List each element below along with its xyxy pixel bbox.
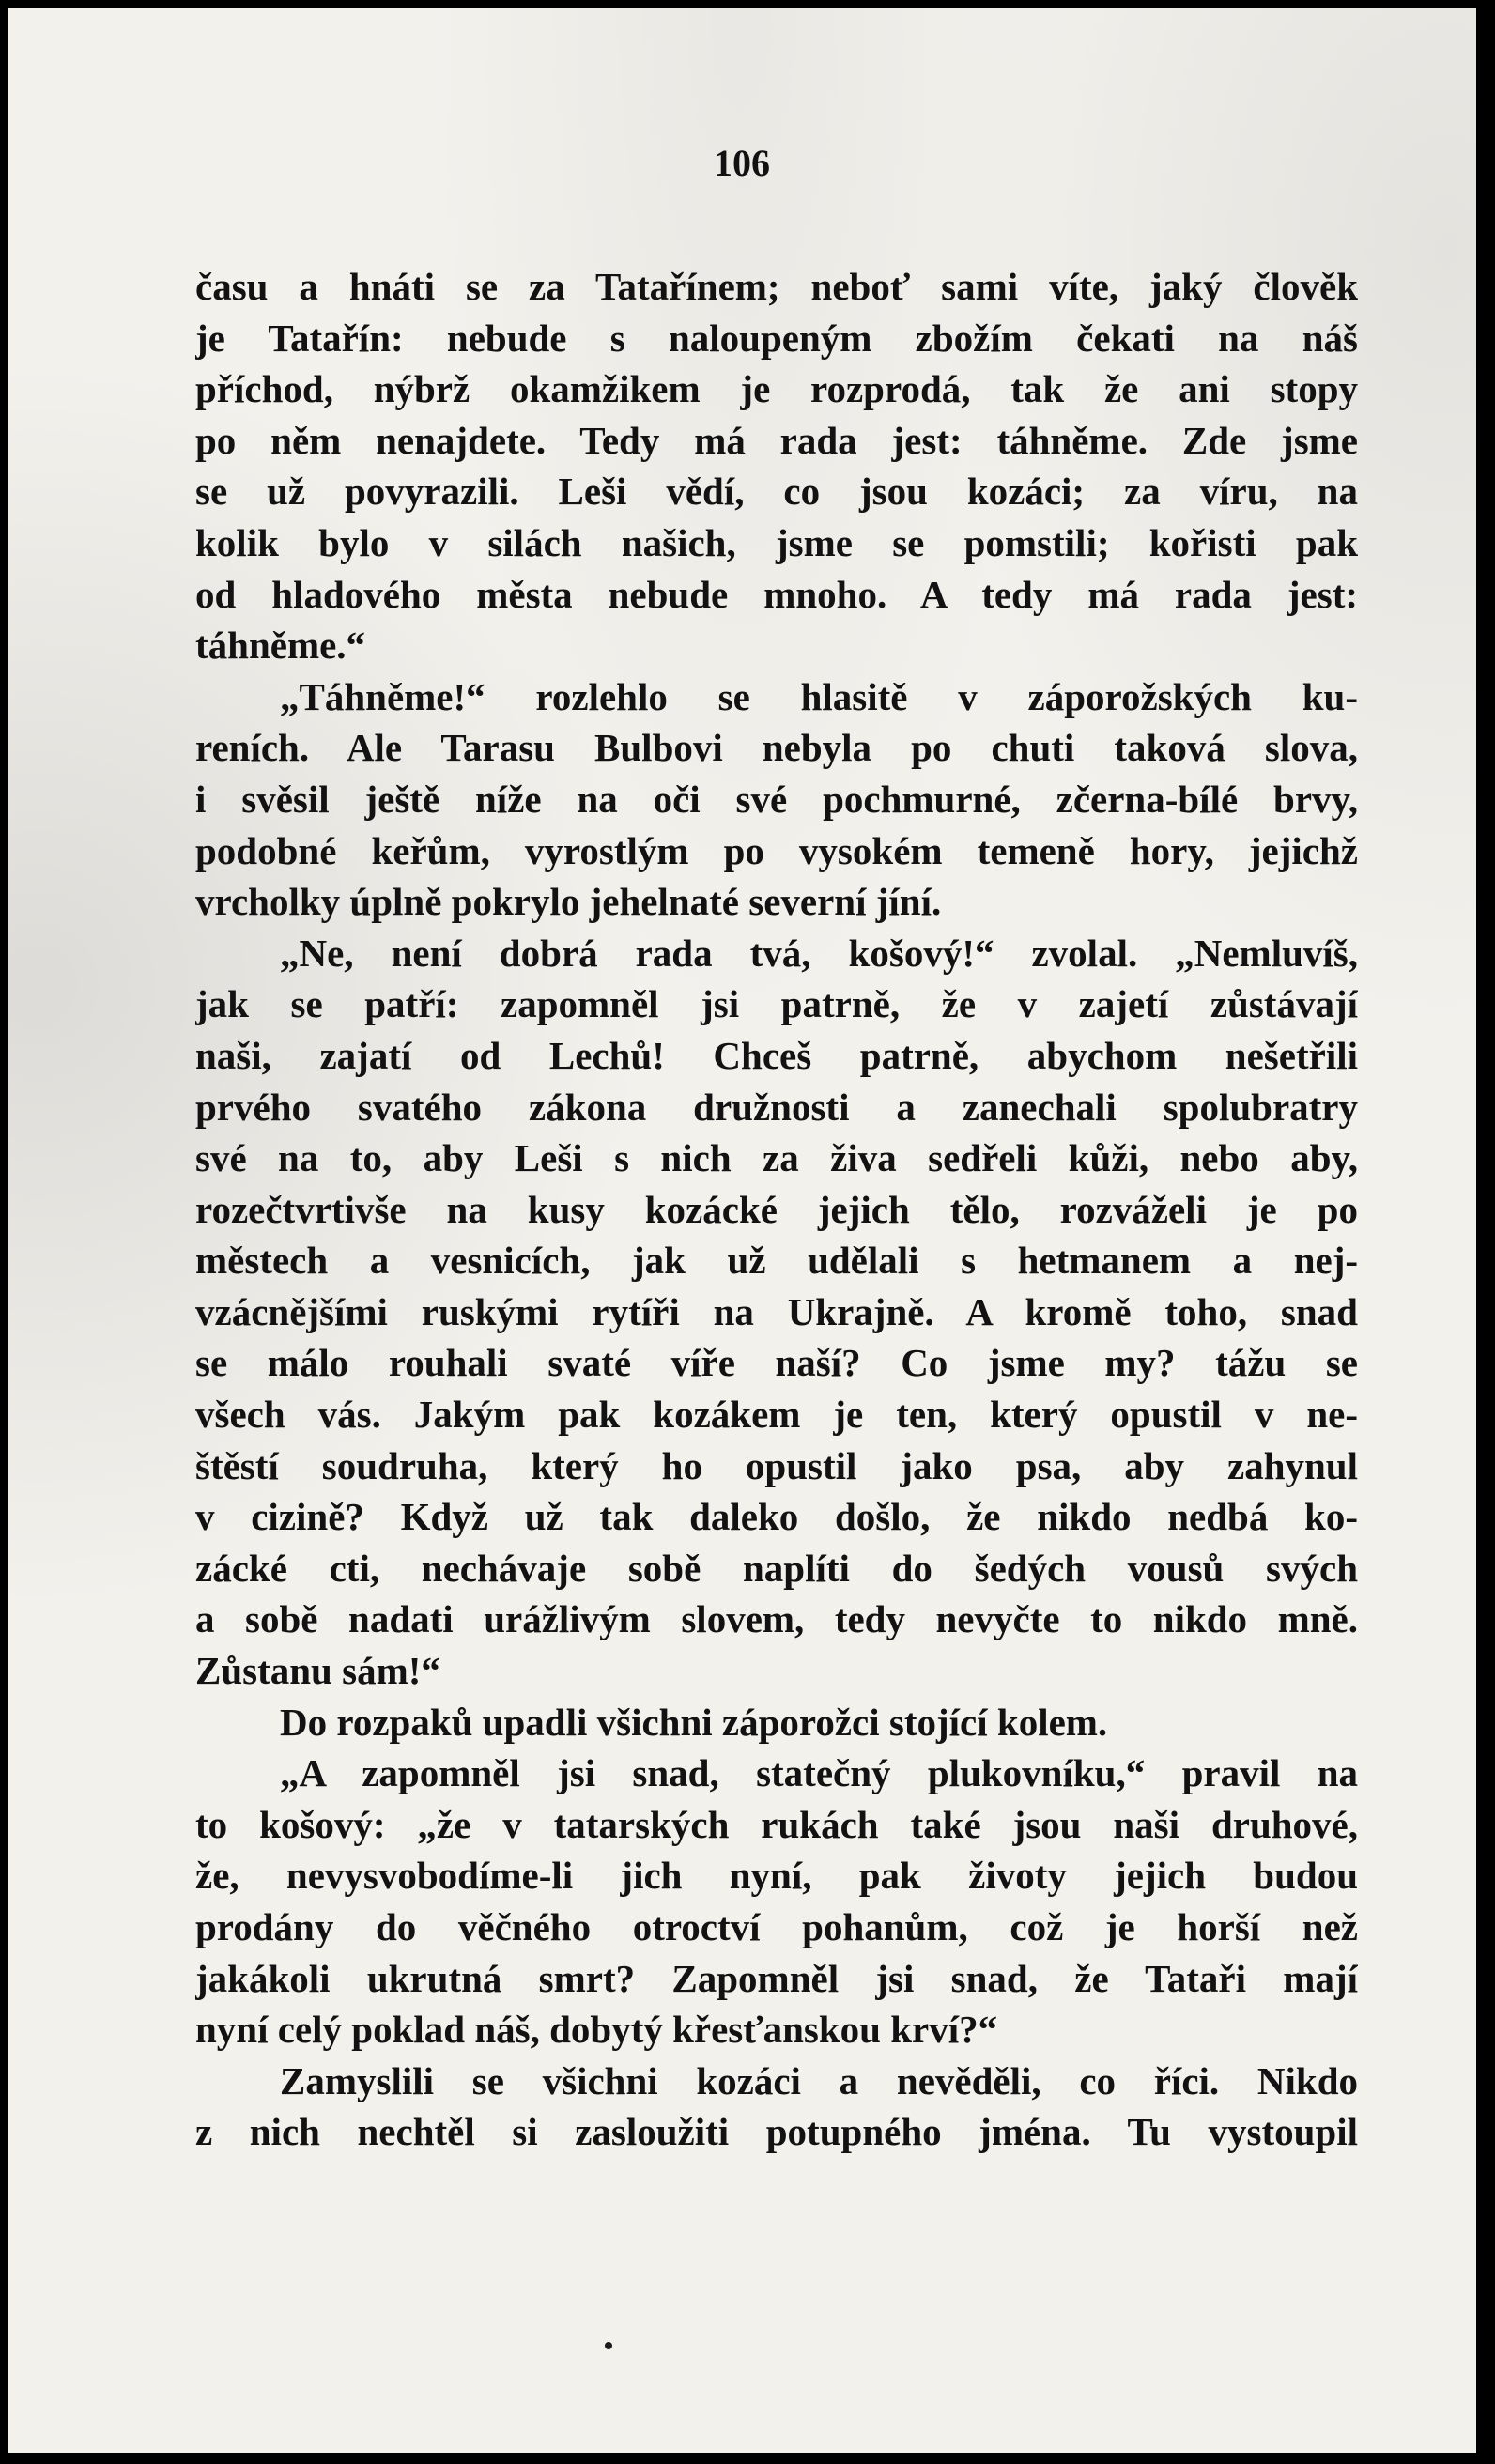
text-line: je Tatařín: nebude s naloupeným zbožím čekati na náš <box>195 316 1358 360</box>
text-line: se málo rouhali svaté víře naší? Co jsme my? tážu se <box>195 1341 1358 1385</box>
text-line: z nich nechtěl si zasloužiti potupného jména. Tu vystoupil <box>195 2110 1358 2154</box>
text-line: času a hnáti se za Tatařínem; neboť sami víte, jaký člověk <box>195 265 1358 308</box>
text-line: jakákoli ukrutná smrt? Zapomněl jsi snad, že Tataři mají <box>195 1956 1358 2000</box>
text-line: táhněme.“ <box>195 624 366 668</box>
book-page <box>8 8 1476 2453</box>
text-line: že, nevysvobodíme-li jich nyní, pak životy jejich budou <box>195 1854 1358 1898</box>
text-line: „Táhněme!“ rozlehlo se hlasitě v záporožských ku- <box>280 674 1358 718</box>
text-line: Zůstanu sám!“ <box>195 1649 440 1693</box>
body-text <box>195 261 1358 2158</box>
text-line: naši, zajatí od Lechů! Chceš patrně, abychom nešetřili <box>195 1033 1358 1077</box>
text-line: kolik bylo v silách našich, jsme se pomstili; kořisti pak <box>195 520 1358 564</box>
text-line: štěstí soudruha, který ho opustil jako psa, aby zahynul <box>195 1443 1358 1487</box>
text-line: to košový: „že v tatarských rukách také jsou naši druhové, <box>195 1802 1358 1846</box>
text-line: i svěsil ještě níže na oči své pochmurné, zčerna-bílé brvy, <box>195 777 1358 821</box>
text-line: vzácnějšími ruskými rytíři na Ukrajně. A kromě toho, snad <box>195 1289 1358 1333</box>
text-line: od hladového města nebude mnoho. A tedy má rada jest: <box>195 572 1358 616</box>
text-line: jak se patří: zapomněl jsi patrně, že v zajetí zůstávají <box>195 982 1358 1026</box>
text-line: po něm nenajdete. Tedy má rada jest: táhněme. Zde jsme <box>195 418 1358 462</box>
text-line: vrcholky úplně pokrylo jehelnaté severní jíní. <box>195 880 942 924</box>
page-number: 106 <box>714 142 770 184</box>
text-line: se už povyrazili. Leši vědí, co jsou kozáci; za víru, na <box>195 470 1358 514</box>
text-line: rozečtvrtivše na kusy kozácké jejich tělo, rozváželi je po <box>195 1187 1358 1231</box>
text-line: všech vás. Jakým pak kozákem je ten, který opustil v ne- <box>195 1393 1358 1437</box>
text-line: prodány do věčného otroctví pohanům, což je horší než <box>195 1905 1358 1948</box>
text-line: „Ne, není dobrá rada tvá, košový!“ zvolal. „Nemluvíš, <box>280 931 1358 975</box>
ink-speck <box>605 2342 612 2349</box>
text-line: a sobě nadati urážlivým slovem, tedy nevyčte to nikdo mně. <box>195 1597 1358 1641</box>
text-line: Zamyslili se všichni kozáci a nevěděli, co říci. Nikdo <box>280 2058 1358 2102</box>
text-line: nyní celý poklad náš, dobytý křesťanskou krví?“ <box>195 2008 998 2052</box>
text-line: „A zapomněl jsi snad, statečný plukovníku,“ pravil na <box>280 1751 1358 1795</box>
text-line: městech a vesnicích, jak už udělali s hetmanem a nej- <box>195 1239 1358 1283</box>
text-line: podobné keřům, vyrostlým po vysokém temeně hory, jejichž <box>195 828 1358 872</box>
text-line: Do rozpaků upadli všichni záporožci stojící kolem. <box>280 1700 1108 1744</box>
text-line: prvého svatého zákona družnosti a zanechali spolubratry <box>195 1085 1358 1129</box>
text-line: své na to, aby Leši s nich za živa sedřeli kůži, nebo aby, <box>195 1136 1358 1180</box>
text-line: reních. Ale Tarasu Bulbovi nebyla po chuti taková slova, <box>195 726 1358 770</box>
text-line: v cizině? Když už tak daleko došlo, že nikdo nedbá ko- <box>195 1495 1358 1539</box>
text-line: zácké cti, nechávaje sobě naplíti do šedých vousů svých <box>195 1546 1358 1590</box>
text-line: příchod, nýbrž okamžikem je rozprodá, tak že ani stopy <box>195 367 1358 411</box>
